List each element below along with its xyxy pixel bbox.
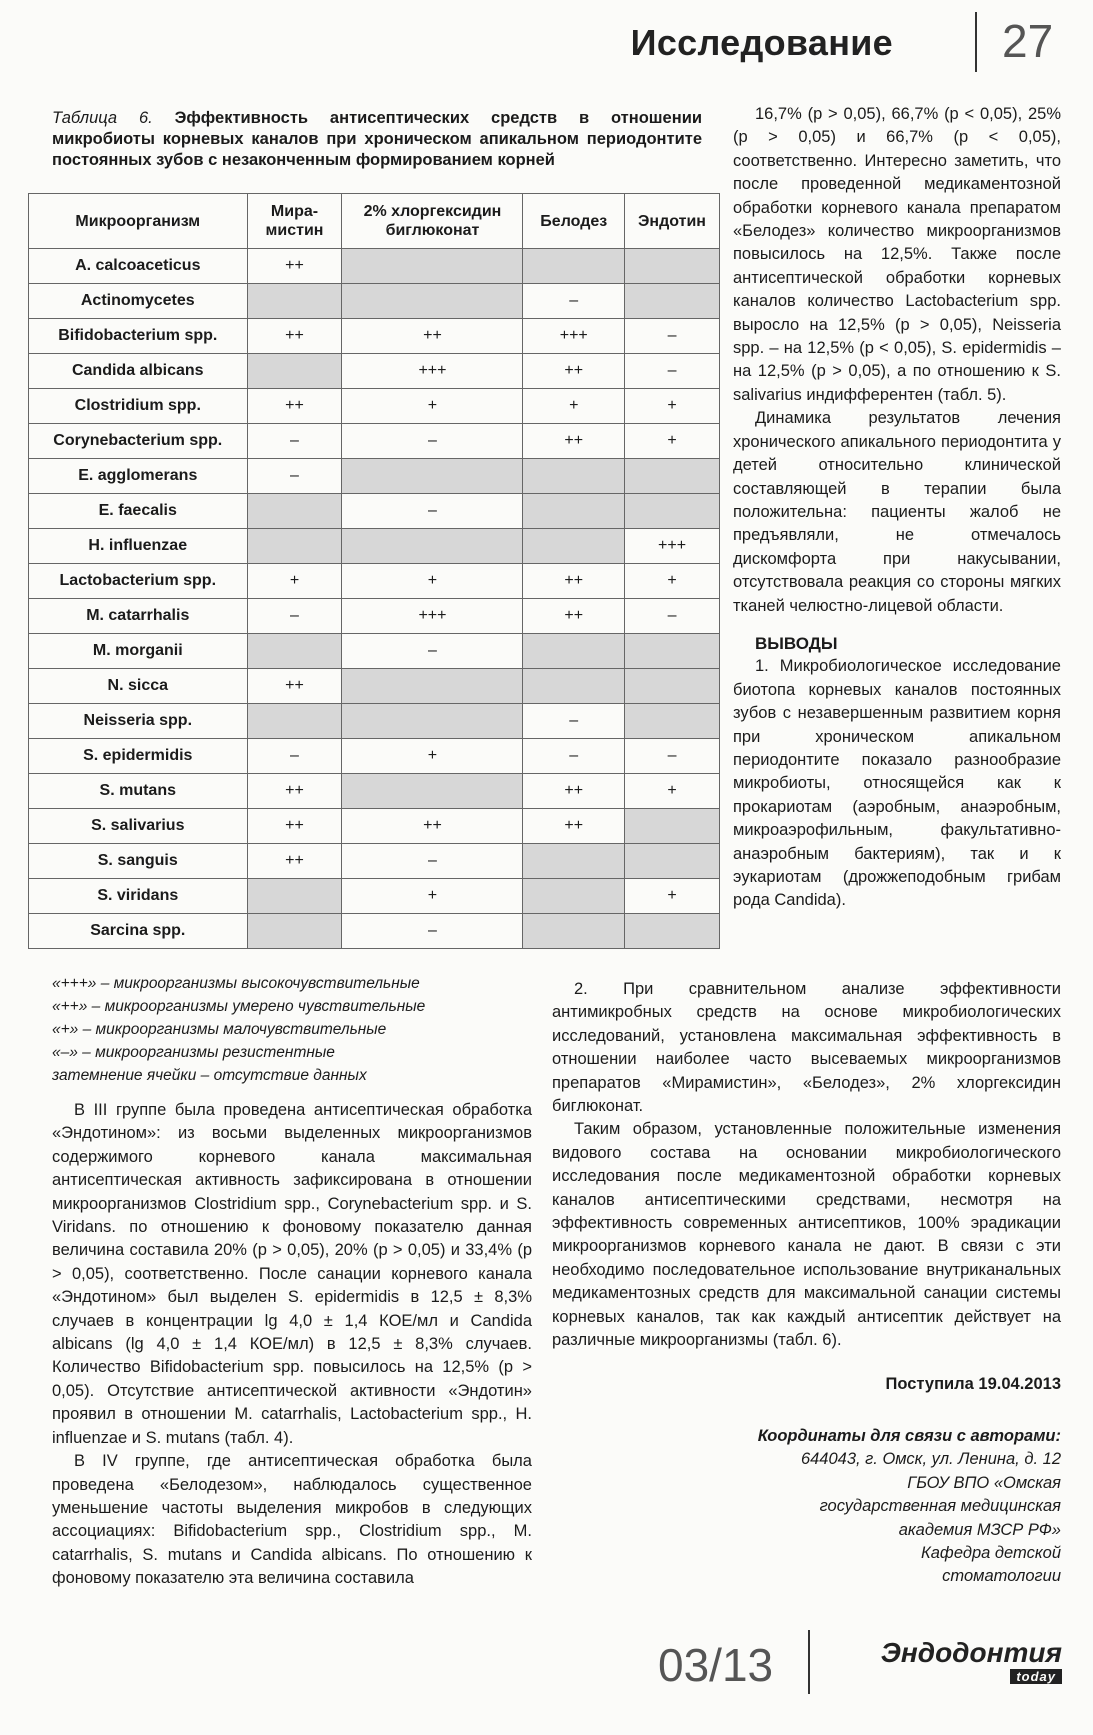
table-row: [29, 284, 720, 319]
organism-name: M. catarrhalis: [29, 599, 248, 634]
table-row: [29, 459, 720, 494]
organism-name: S. epidermidis: [29, 739, 248, 774]
sensitivity-cell: [523, 529, 625, 564]
sensitivity-cell: ++: [523, 424, 625, 459]
sensitivity-cell: +: [625, 389, 720, 424]
sensitivity-cell: [523, 914, 625, 949]
contacts-line: Кафедра детской: [921, 1544, 1061, 1563]
sensitivity-cell: [625, 459, 720, 494]
sensitivity-cell: –: [247, 459, 342, 494]
sensitivity-cell: [523, 634, 625, 669]
table-row: [29, 844, 720, 879]
sensitivity-cell: [342, 284, 523, 319]
sensitivity-cell: [247, 529, 342, 564]
sensitivity-cell: ++: [247, 774, 342, 809]
footer-divider: [808, 1630, 810, 1694]
organism-name: E. agglomerans: [29, 459, 248, 494]
sensitivity-cell: [342, 249, 523, 284]
table-caption-text: Эффективность антисептических средств в отношении микробиоты корневых каналов при хроническом апикальном периодонтите постоянных зубов с незаконченным формированием корней: [52, 109, 702, 169]
conclusion-item-2: 2. При сравнительном анализе эффективности антимикробных средств на основе микробиологических исследований, установлена максимальная эффективность в отношении наиболее часто высеваемых микроорганизмов препаратов «Мирамистин», «Белодез», 2% хлоргексидин биглюконат.: [552, 980, 1061, 1116]
sensitivity-cell: –: [342, 424, 523, 459]
table-row: [29, 564, 720, 599]
sensitivity-cell: [523, 879, 625, 914]
sensitivity-cell: ++: [247, 844, 342, 879]
organism-name: S. viridans: [29, 879, 248, 914]
sensitivity-cell: –: [342, 494, 523, 529]
organism-name: S. salivarius: [29, 809, 248, 844]
contacts-line: государственная медицинская: [819, 1497, 1061, 1516]
sensitivity-cell: [625, 249, 720, 284]
table-row: [29, 879, 720, 914]
contacts-line: академия МЗСР РФ»: [898, 1520, 1061, 1539]
organism-name: Sarcina spp.: [29, 914, 248, 949]
sensitivity-cell: +: [247, 564, 342, 599]
sensitivity-cell: +: [342, 879, 523, 914]
table-row: [29, 424, 720, 459]
sensitivity-cell: [342, 704, 523, 739]
paragraph: В IV группе, где антисептическая обработка была проведена «Белодезом», наблюдалось существенное уменьшение частоты выделения микробов в следующих ассоциациях: Bifidobacterium spp., Clostridium spp., M. catarrhalis, S. mutans и Candida albicans. По отношению к фоновому показателю эта величина составила: [52, 1452, 532, 1588]
sensitivity-cell: [625, 704, 720, 739]
sensitivity-cell: [342, 529, 523, 564]
organism-name: Bifidobacterium spp.: [29, 319, 248, 354]
sensitivity-cell: –: [625, 599, 720, 634]
conclusions-continued: [552, 978, 1061, 1353]
sensitivity-cell: [625, 914, 720, 949]
sensitivity-cell: [523, 844, 625, 879]
sensitivity-cell: ++: [247, 809, 342, 844]
organism-name: Corynebacterium spp.: [29, 424, 248, 459]
organism-name: S. sanguis: [29, 844, 248, 879]
sensitivity-cell: [625, 494, 720, 529]
sensitivity-cell: +: [342, 739, 523, 774]
conclusion-item-1: 1. Микробиологическое исследование биотопа корневых каналов постоянных зубов с незавершенным развитием корня при хроническом апикальном периодонтите показало разнообразие микробиоты, относящейся как к прокариотам (аэробным, анаэробным, микроаэрофильным, факультативно-анаэробным бактериям), так и к эукариотам (дрожжеподобным грибам рода Candida).: [733, 657, 1061, 910]
table-row: [29, 249, 720, 284]
table-row: [29, 354, 720, 389]
paragraph: 16,7% (р > 0,05), 66,7% (р < 0,05), 25% (р > 0,05) и 66,7% (р < 0,05), соответственно. Интересно заметить, что после проведенной медикаментозной обработки корневого канала препаратом «Белодез» количество микроорганизмов повысилось на 12,5%. Также после антисептической обработки корневых каналов количество Lactobacterium spp. выросло на 12,5% (р > 0,05), Neisseria spp. – на 12,5% (р < 0,05), S. epidermidis – на 12,5% (р > 0,05), а по отношению к S. salivarius индифферентен (табл. 5).: [733, 105, 1061, 404]
sensitivity-cell: +: [625, 774, 720, 809]
col-header-belodez: Белодез: [523, 194, 625, 249]
table-row: [29, 669, 720, 704]
sensitivity-cell: [247, 879, 342, 914]
table-body: [29, 249, 720, 949]
table-row: [29, 599, 720, 634]
organism-name: H. influenzae: [29, 529, 248, 564]
sensitivity-cell: ++: [523, 354, 625, 389]
sensitivity-cell: ++: [247, 389, 342, 424]
table-row: [29, 704, 720, 739]
contacts-line: стоматологии: [942, 1567, 1061, 1586]
sensitivity-cell: [247, 494, 342, 529]
sensitivity-cell: ++: [247, 319, 342, 354]
sensitivity-cell: +: [342, 389, 523, 424]
sensitivity-cell: ++: [523, 564, 625, 599]
organism-name: Actinomycetes: [29, 284, 248, 319]
sensitivity-cell: [625, 669, 720, 704]
sensitivity-cell: ++: [523, 774, 625, 809]
sensitivity-cell: [625, 284, 720, 319]
table-row: [29, 914, 720, 949]
table-header-row: [29, 194, 720, 249]
col-header-chlorhexidine: 2% хлоргексидин биглюконат: [342, 194, 523, 249]
sensitivity-cell: –: [342, 634, 523, 669]
organism-name: M. morganii: [29, 634, 248, 669]
issue-number: 03/13: [658, 1639, 774, 1691]
sensitivity-cell: +: [625, 424, 720, 459]
conclusion-final: Таким образом, установленные положительные изменения видового состава на основании микробиологического исследования после медикаментозной обработки корневых каналов антисептическими средствами, несмотря на эффективность современных антисептиков, 100% эрадикации микроорганизмов корневого канала не дают. В связи с эти необходимо последовательное использование внутриканальных медикаментозных средств для максимальной санации системы корневых каналов, так как каждый антисептик действует на различные микроорганизмы (табл. 6).: [552, 1120, 1061, 1350]
sensitivity-cell: [247, 634, 342, 669]
sensitivity-cell: +++: [342, 354, 523, 389]
title-divider: [975, 12, 977, 72]
organism-name: S. mutans: [29, 774, 248, 809]
sensitivity-cell: +: [523, 389, 625, 424]
legend-item: «++» – микроорганизмы умерено чувствительные: [52, 998, 426, 1015]
sensitivity-cell: [247, 704, 342, 739]
sensitivity-cell: [342, 459, 523, 494]
sensitivity-cell: –: [247, 599, 342, 634]
table-row: [29, 809, 720, 844]
table-caption-label: Таблица 6.: [52, 109, 153, 127]
sensitivity-cell: [523, 494, 625, 529]
table-row: [29, 529, 720, 564]
table-legend: [52, 972, 552, 1087]
sensitivity-cell: –: [342, 844, 523, 879]
sensitivity-cell: [523, 459, 625, 494]
organism-name: Clostridium spp.: [29, 389, 248, 424]
paragraph: Динамика результатов лечения хронического апикального периодонтита у детей относительно клинической составляющей в терапии была положительна: пациенты жалоб не предъявляли, не отмечалось дискомфорта при накусывании, отсутствовала реакция со стороны мягких тканей челюстно-лицевой области.: [733, 409, 1061, 615]
legend-item: «–» – микроорганизмы резистентные: [52, 1044, 335, 1061]
legend-item: затемнение ячейки – отсутствие данных: [52, 1067, 367, 1084]
conclusions-heading: ВЫВОДЫ: [755, 633, 838, 653]
contacts-line: 644043, г. Омск, ул. Ленина, д. 12: [800, 1450, 1061, 1469]
table-row: [29, 739, 720, 774]
sensitivity-cell: ++: [247, 249, 342, 284]
journal-name: Эндодонтия: [880, 1637, 1062, 1668]
table-row: [29, 494, 720, 529]
col-header-miramistin: Мира- мистин: [247, 194, 342, 249]
antiseptic-table: [28, 193, 720, 949]
legend-item: «+++» – микроорганизмы высокочувствительные: [52, 975, 420, 992]
sensitivity-cell: –: [523, 739, 625, 774]
col-header-organism: Микроорганизм: [29, 194, 248, 249]
sensitivity-cell: [625, 844, 720, 879]
contacts-heading: Координаты для связи с авторами:: [757, 1427, 1061, 1445]
sensitivity-cell: [523, 249, 625, 284]
received-date: Поступила 19.04.2013: [885, 1375, 1061, 1393]
organism-name: N. sicca: [29, 669, 248, 704]
sensitivity-cell: +++: [523, 319, 625, 354]
sensitivity-cell: ++: [523, 599, 625, 634]
sensitivity-cell: –: [247, 739, 342, 774]
sensitivity-cell: +: [625, 564, 720, 599]
sensitivity-cell: –: [342, 914, 523, 949]
sensitivity-cell: +: [625, 879, 720, 914]
table-caption: [52, 108, 702, 171]
sensitivity-cell: –: [625, 354, 720, 389]
contacts-line: ГБОУ ВПО «Омская: [907, 1473, 1061, 1492]
right-column-text: [733, 103, 1061, 913]
sensitivity-cell: [342, 669, 523, 704]
page-number: 27: [1002, 15, 1054, 67]
table-row: [29, 389, 720, 424]
organism-name: Lactobacterium spp.: [29, 564, 248, 599]
sensitivity-cell: [247, 354, 342, 389]
section-title: Исследование: [630, 22, 893, 63]
sensitivity-cell: [625, 809, 720, 844]
legend-item: «+» – микроорганизмы малочувствительные: [52, 1021, 387, 1038]
sensitivity-cell: ++: [523, 809, 625, 844]
journal-logo: [842, 1638, 1062, 1686]
sensitivity-cell: [342, 774, 523, 809]
col-header-endotin: Эндотин: [625, 194, 720, 249]
table-row: [29, 774, 720, 809]
sensitivity-cell: ++: [342, 319, 523, 354]
sensitivity-cell: +++: [625, 529, 720, 564]
organism-name: A. calcoaceticus: [29, 249, 248, 284]
organism-name: E. faecalis: [29, 494, 248, 529]
paragraph: В III группе была проведена антисептическая обработка «Эндотином»: из восьми выделенных микроорганизмов содержимого корневого канала максимальная антисептическая активность зафиксирована в отношении микроорганизмов Clostridium spp., Corynebacterium spp. и S. Viridans. по отношению к фоновому показателю данная величина составила 20% (р > 0,05), 20% (р > 0,05) и 33,4% (р > 0,05), соответственно. После санации корневого канала «Эндотином» был выделен S. epidermidis в 12,5 ± 8,3% случаев в концентрации lg 4,0 ± 1,4 КОЕ/мл и Candida albicans (lg 4,0 ± 1,4 КОЕ/мл) в 12,5 ± 8,3% случаев. Количество Bifidobacterium spp. повысилось на 12,5% (р > 0,05). Отсутствие антисептической активности «Эндотин» проявил в отношении M. catarrhalis, Lactobacterium spp., H. influenzae и S. mutans (табл. 4).: [52, 1101, 532, 1447]
sensitivity-cell: –: [523, 704, 625, 739]
sensitivity-cell: [247, 914, 342, 949]
organism-name: Candida albicans: [29, 354, 248, 389]
table-row: [29, 319, 720, 354]
sensitivity-cell: –: [247, 424, 342, 459]
sensitivity-cell: [247, 284, 342, 319]
left-column-text: [52, 1099, 532, 1591]
journal-subtitle: today: [1010, 1669, 1062, 1684]
sensitivity-cell: +: [342, 564, 523, 599]
sensitivity-cell: –: [625, 739, 720, 774]
sensitivity-cell: –: [625, 319, 720, 354]
author-contacts: [681, 1425, 1061, 1589]
sensitivity-cell: [523, 669, 625, 704]
sensitivity-cell: ++: [247, 669, 342, 704]
organism-name: Neisseria spp.: [29, 704, 248, 739]
table-row: [29, 634, 720, 669]
sensitivity-cell: [625, 634, 720, 669]
sensitivity-cell: +++: [342, 599, 523, 634]
sensitivity-cell: –: [523, 284, 625, 319]
sensitivity-cell: ++: [342, 809, 523, 844]
